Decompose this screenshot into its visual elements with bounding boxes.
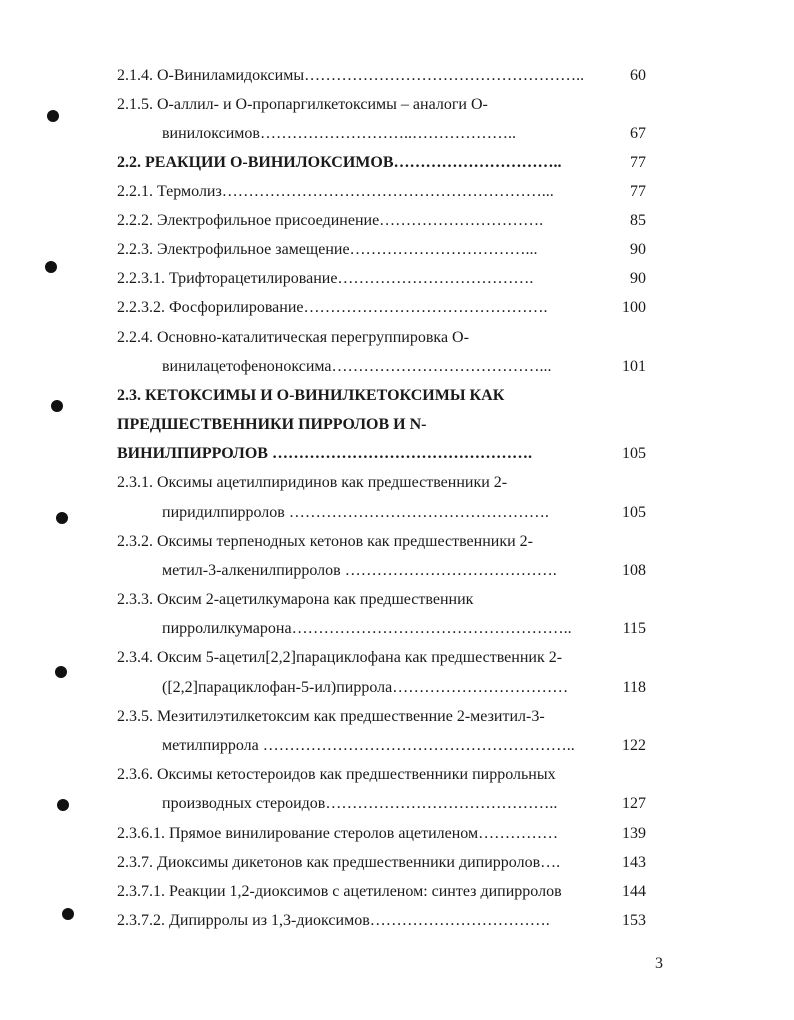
toc-entry-page: 153	[622, 912, 646, 929]
toc-section-heading: ВИНИЛПИРРОЛОВ ………………………………………….	[117, 445, 532, 462]
toc-entry-text: винилоксимов………………………..………………..	[162, 125, 516, 142]
page-number: 3	[655, 955, 663, 972]
toc-entry-text: производных стероидов……………………………………..	[162, 795, 558, 812]
toc-entry-page: 143	[622, 854, 646, 871]
toc-section-heading: 2.3. КЕТОКСИМЫ И O-ВИНИЛКЕТОКСИМЫ КАК	[117, 387, 505, 404]
toc-entry-text: метил-3-алкенилпирролов ………………………………….	[162, 562, 557, 579]
toc-entry-text: 2.2.3.2. Фосфорилирование……………………………………….	[117, 299, 548, 316]
toc-entry-text: ([2,2]парациклофан-5-ил)пиррола……………………………	[162, 679, 569, 696]
toc-entry-page: 118	[622, 679, 646, 696]
toc-entry-page: 105	[622, 504, 646, 521]
toc-entry-page: 101	[622, 358, 646, 375]
toc-entry-page: 77	[630, 154, 646, 171]
toc-entry-text: 2.3.4. Оксим 5-ацетил[2,2]парациклофана как предшественник 2-	[117, 649, 563, 666]
toc-entry-text: винилацетофеноноксима…………………………………...	[162, 358, 552, 375]
toc-entry-page: 90	[630, 241, 646, 258]
toc-entry-text: 2.3.3. Оксим 2-ацетилкумарона как предшественник	[117, 591, 474, 608]
toc-entry-text: метилпиррола …………………………………………………..	[162, 737, 575, 754]
toc-entry-page: 77	[630, 183, 646, 200]
toc-entry-text: 2.3.1. Оксимы ацетилпиридинов как предшественники 2-	[117, 474, 508, 491]
toc-entry-page: 127	[622, 795, 646, 812]
toc-entry-page: 105	[622, 445, 646, 462]
toc-entry-text: 2.2.4. Основно-каталитическая перегруппировка O-	[117, 329, 469, 346]
toc-entry-text: 2.3.2. Оксимы терпенодных кетонов как предшественники 2-	[117, 533, 533, 550]
toc-entry-text: 2.2.3.1. Трифторацетилирование……………………………….	[117, 270, 534, 287]
toc-entry-text: 2.2.2. Электрофильное присоединение………………………….	[117, 212, 544, 229]
toc-entry-text: 2.2.3. Электрофильное замещение……………………………...	[117, 241, 538, 258]
toc-entry-page: 90	[630, 270, 646, 287]
toc-entry-page: 85	[630, 212, 646, 229]
toc-entry-page: 60	[630, 67, 646, 84]
toc-entry-text: 2.3.7.2. Дипирролы из 1,3-диоксимов…………………………….	[117, 912, 550, 929]
toc-entry-text: пирролилкумарона……………………………………………..	[162, 620, 572, 637]
toc-entry-text: 2.3.6.1. Прямое винилирование стеролов ацетиленом……………	[117, 825, 559, 842]
toc-entry-page: 115	[622, 620, 646, 637]
toc-entry-page: 139	[622, 825, 646, 842]
toc-entry-text: 2.3.5. Мезитилэтилкетоксим как предшественние 2-мезитил-3-	[117, 708, 545, 725]
toc-section-heading: ПРЕДШЕСТВЕННИКИ ПИРРОЛОВ И N-	[117, 416, 427, 433]
toc-entry-text: 2.3.7.1. Реакции 1,2-диоксимов с ацетиленом: синтез дипирролов	[117, 883, 562, 900]
toc-entry-text: 2.1.5. O-аллил- и O-пропаргилкетоксимы – аналоги O-	[117, 96, 488, 113]
toc-section-heading: 2.2. РЕАКЦИИ O-ВИНИЛОКСИМОВ…………………………..	[117, 154, 562, 171]
toc-entry-page: 144	[622, 883, 646, 900]
toc-entry-page: 108	[622, 562, 646, 579]
toc-entry-page: 122	[622, 737, 646, 754]
toc-entry-page: 67	[630, 125, 646, 142]
toc-entry-text: пиридилпирролов ………………………………………….	[162, 504, 549, 521]
toc-entry-text: 2.1.4. O-Виниламидоксимы……………………………………………..	[117, 67, 585, 84]
toc-entry-page: 100	[622, 299, 646, 316]
toc-entry-text: 2.3.7. Диоксимы дикетонов как предшественники дипирролов….	[117, 854, 561, 871]
toc-entry-text: 2.3.6. Оксимы кетостероидов как предшественники пиррольных	[117, 766, 556, 783]
toc-entry-text: 2.2.1. Термолиз……………………………………………………...	[117, 183, 554, 200]
